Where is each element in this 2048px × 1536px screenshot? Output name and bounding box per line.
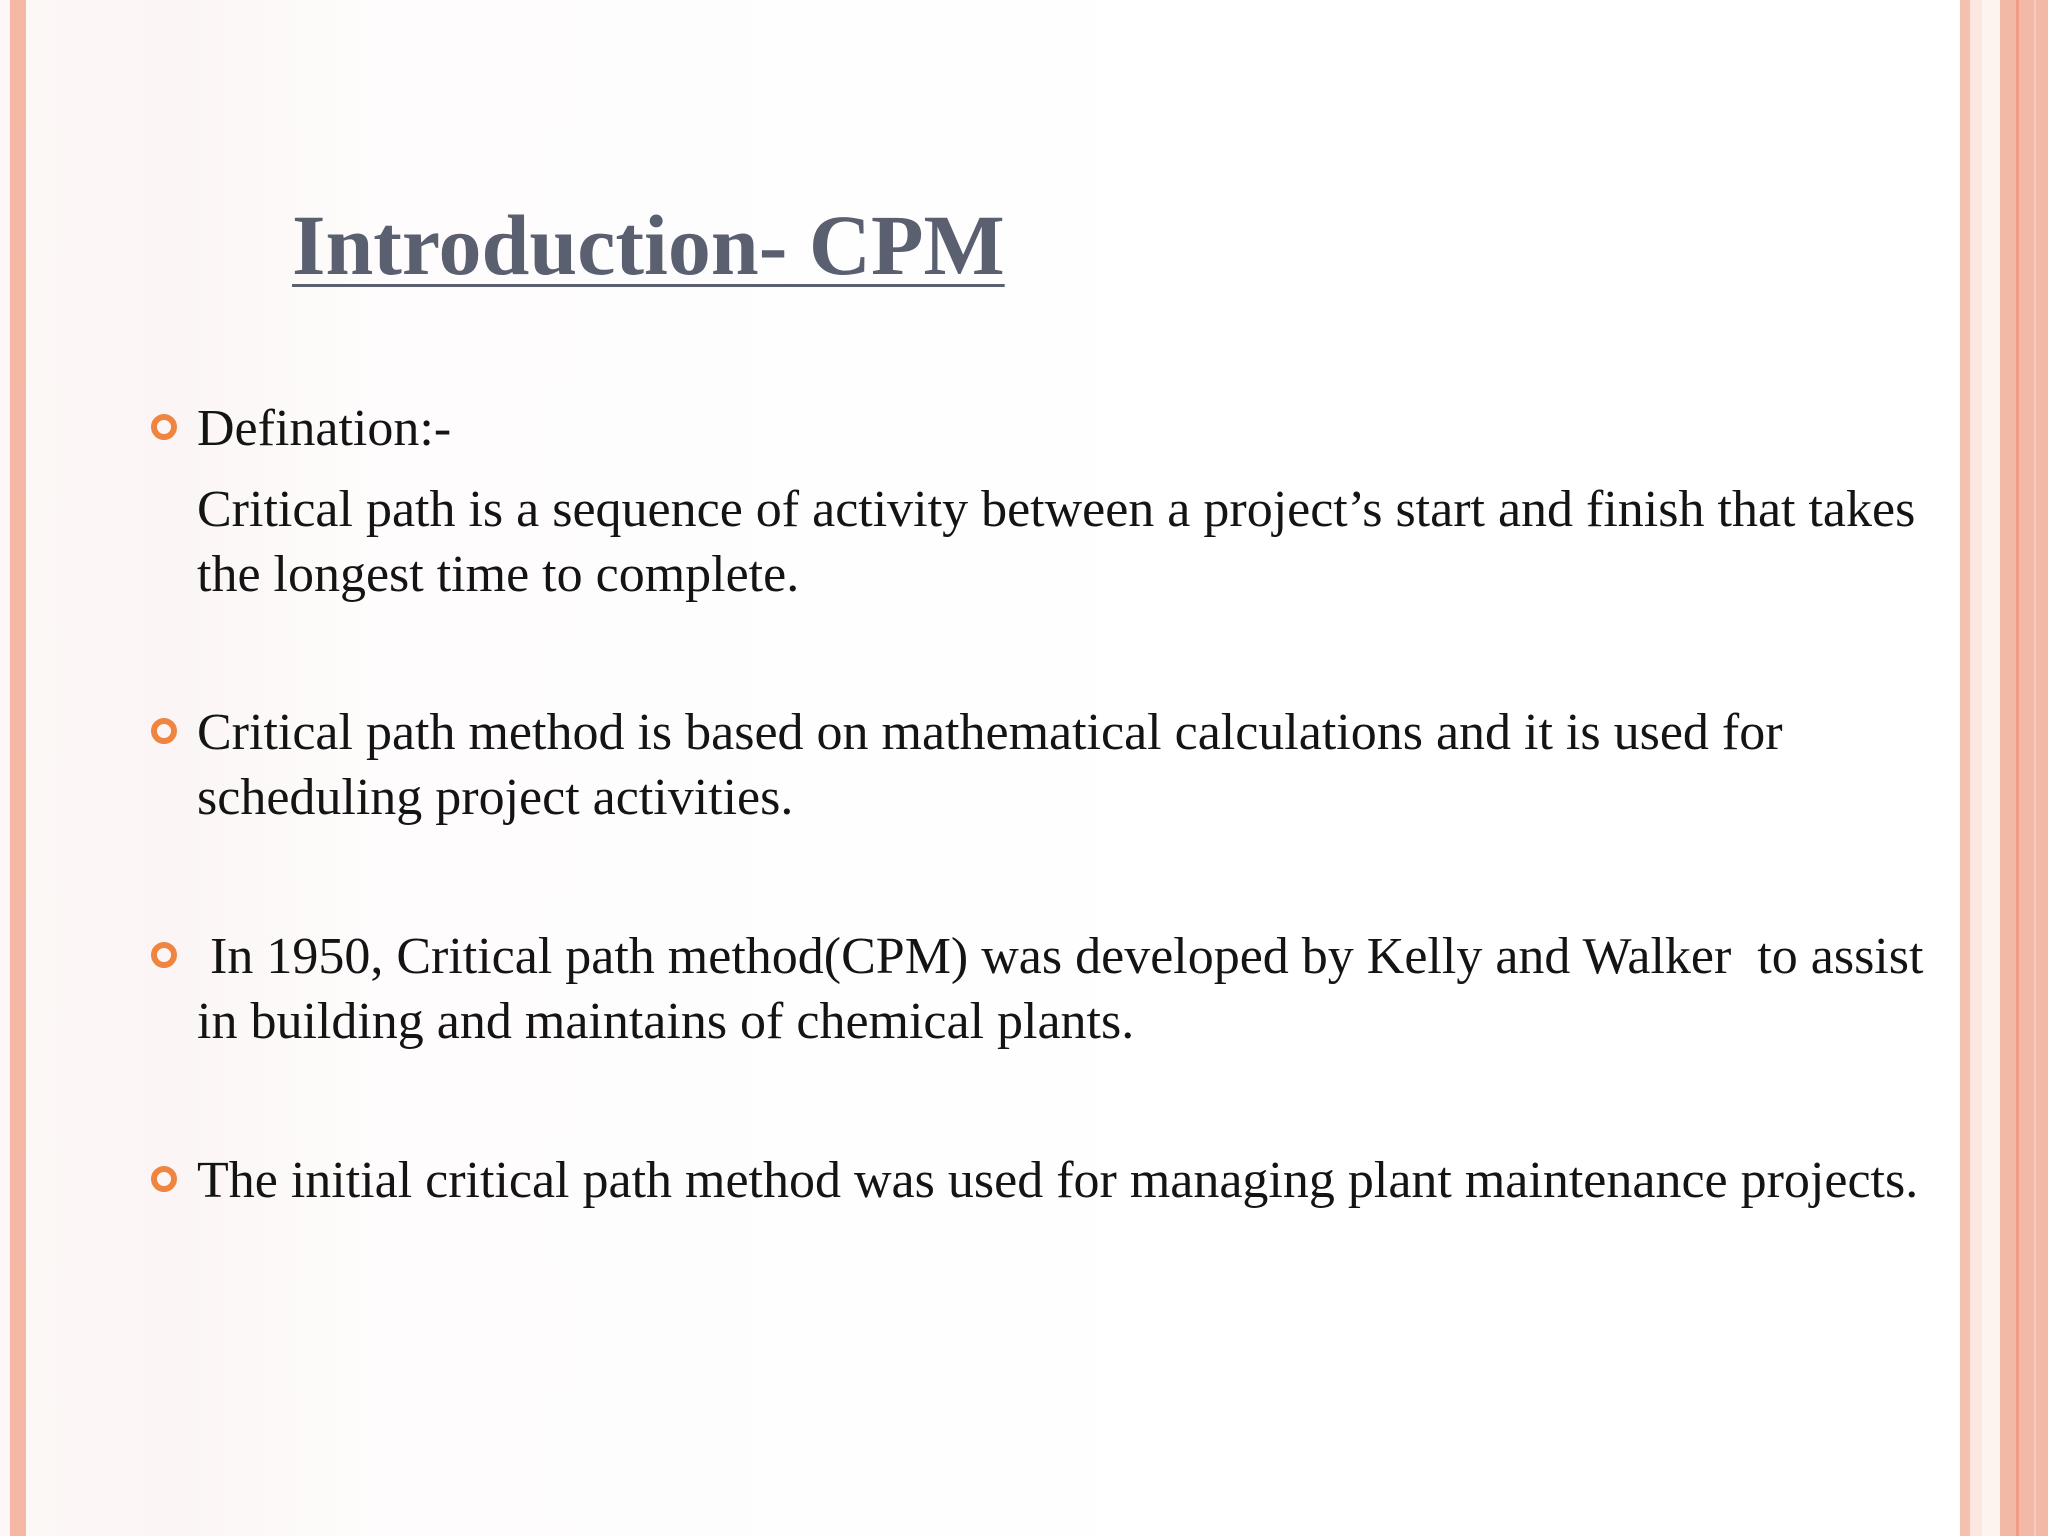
bullet-text: Critical path method is based on mathematical calculations and it is used for scheduling project activities. [197, 704, 1783, 826]
bullet-detail-text: Critical path is a sequence of activity between a project’s start and finish that takes the longest time to complete. [197, 481, 1916, 603]
bullet-item-definition [197, 396, 1927, 607]
circle-bullet-icon [151, 718, 177, 744]
slide-title: Introduction- CPM [292, 197, 1005, 293]
bullet-text: Defination:- [197, 400, 452, 457]
right-border-stripe [2034, 0, 2036, 1536]
bullet-item-method [197, 700, 1927, 830]
circle-bullet-icon [151, 414, 177, 440]
bullet-item-history [197, 924, 1937, 1054]
bullet-text: In 1950, Critical path method(CPM) was developed by Kelly and Walker to assist in building and maintains of chemical plants. [197, 928, 1937, 1050]
left-border-decoration [10, 0, 26, 1536]
bullet-text: The initial critical path method was used for managing plant maintenance projects. [197, 1152, 1919, 1209]
circle-bullet-icon [151, 1166, 177, 1192]
bullet-item-initial-use [197, 1148, 1927, 1213]
circle-bullet-icon [151, 942, 177, 968]
right-border-stripe [1982, 0, 2000, 1536]
right-border-stripe [1960, 0, 1970, 1536]
right-border-stripe [2000, 0, 2048, 1536]
right-border-stripe [2016, 0, 2019, 1536]
right-border-stripe [1970, 0, 1982, 1536]
